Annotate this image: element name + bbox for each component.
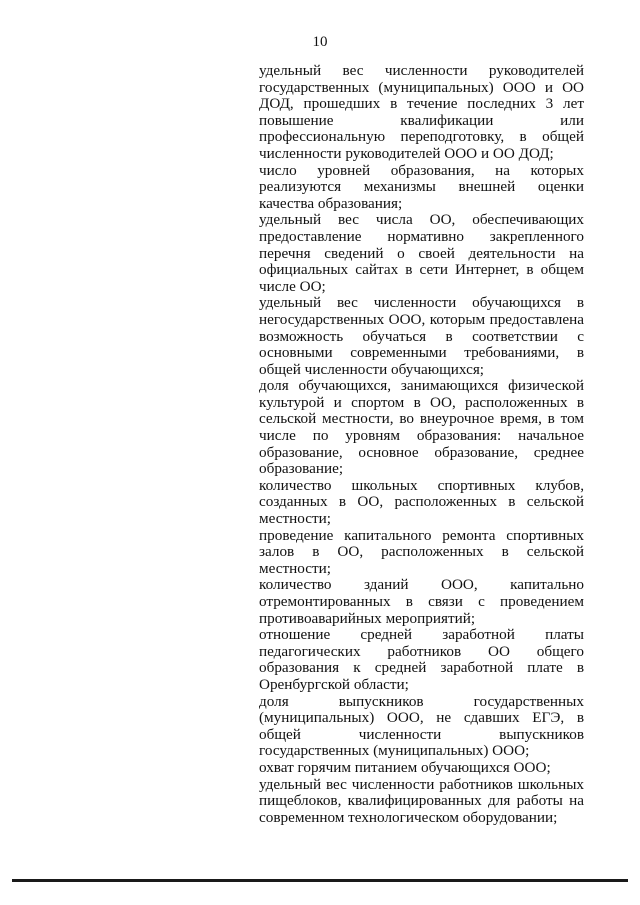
list-item: количество школьных спортивных клубов, созданных в ОО, расположенных в сельской местности;: [259, 476, 584, 528]
list-item: число уровней образования, на которых реализуются механизмы внешней оценки качества образования;: [259, 161, 584, 212]
list-item: удельный вес числа ОО, обеспечивающих предоставление нормативно закрепленного перечня сведений о своей деятельности на официальных сайтах в сети Интернет, в общем числе ОО;: [259, 211, 584, 295]
body-text: [259, 63, 584, 826]
list-item: доля обучающихся, занимающихся физической культурой и спортом в ОО, расположенных в сельской местности, во внеурочное время, в том числе по уровням образования: начальное образование, основное образование, среднее образование;: [259, 377, 584, 478]
list-item: доля выпускников государственных (муниципальных) ООО, не сдавших ЕГЭ, в общей численности выпускников государственных (муниципальных) ООО;: [259, 692, 584, 760]
page-number: 10: [312, 34, 328, 50]
bottom-rule: [12, 879, 628, 882]
list-item: удельный вес численности руководителей государственных (муниципальных) ООО и ОО ДОД, прошедших в течение последних 3 лет повышение квалификации или профессиональную переподготовку, в общей численности руководителей ООО и ОО ДОД;: [259, 62, 584, 162]
list-item: удельный вес численности работников школьных пищеблоков, квалифицированных для работы на современном технологическом оборудовании;: [259, 775, 584, 826]
list-item: охват горячим питанием обучающихся ООО;: [259, 758, 551, 776]
list-item: отношение средней заработной платы педагогических работников ОО общего образования к средней заработной плате в Оренбургской области;: [259, 626, 584, 693]
list-item: количество зданий ООО, капитально отремонтированных в связи с проведением противоаварийных мероприятий;: [259, 576, 584, 627]
list-item: удельный вес численности обучающихся в негосударственных ООО, которым предоставлена возможность обучаться в соответствии с основными современными требованиями, в общей численности обучающихся;: [259, 294, 584, 378]
list-item: проведение капитального ремонта спортивных залов в ОО, расположенных в сельской местности;: [259, 526, 584, 577]
